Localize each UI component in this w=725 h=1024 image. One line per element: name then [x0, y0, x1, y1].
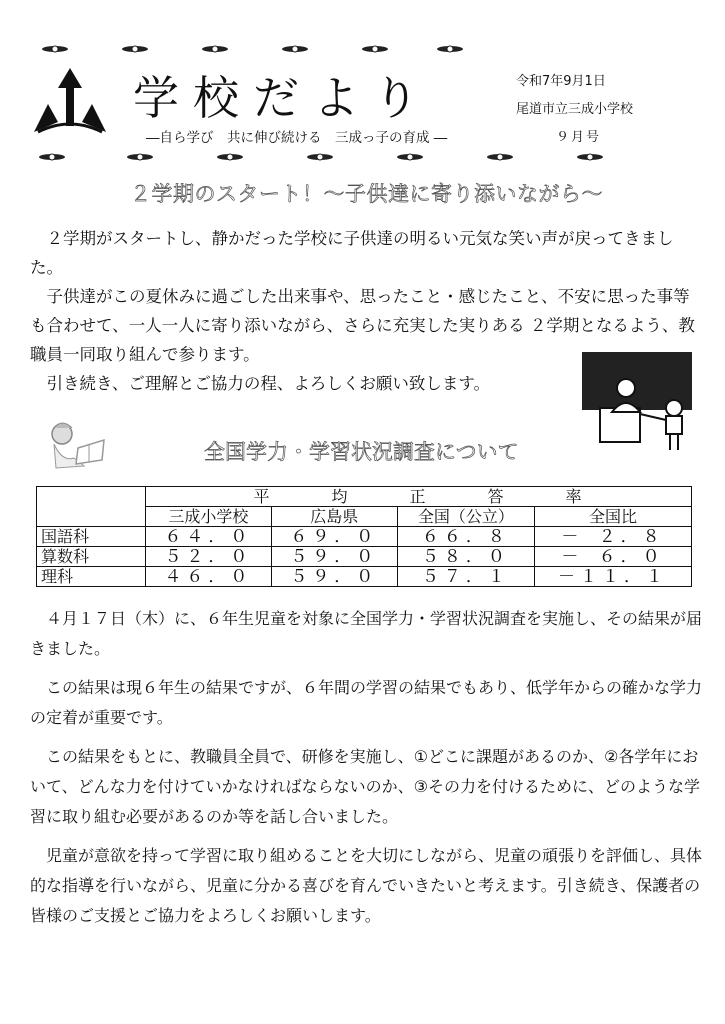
table-cell: ５２．０	[146, 547, 272, 567]
table-cell: ４６．０	[146, 567, 272, 587]
section-body-national-survey	[30, 604, 702, 940]
table-row	[37, 567, 692, 587]
section-heading-term-start: ２学期のスタート！～子供達に寄り添いながら～	[130, 182, 603, 206]
table-cell: ６６．８	[397, 527, 534, 547]
table-cell: ５９．０	[271, 547, 397, 567]
column-header: 全国比	[534, 507, 691, 527]
newsletter-title: 学校だより	[133, 71, 433, 125]
row-subject: 理科	[37, 567, 146, 587]
table-cell: － ６．０	[534, 547, 691, 567]
table-header-row	[37, 487, 692, 507]
bottom-ornament-border	[30, 150, 650, 164]
row-subject: 算数科	[37, 547, 146, 567]
paragraph: 子供達がこの夏休みに過ごした出来事や、思ったこと・感じたこと、不安に思った事等も合わせて、一人一人に寄り添いながら、さらに充実した実りある ２学期となるよう、教職員一同取り組んで参ります。	[30, 287, 695, 364]
row-subject: 国語科	[37, 527, 146, 547]
table-cell: ６９．０	[271, 527, 397, 547]
school-emblem-icon	[30, 66, 110, 140]
table-row	[37, 547, 692, 567]
table-cell: ５９．０	[271, 567, 397, 587]
score-table	[36, 486, 692, 587]
column-header: 広島県	[271, 507, 397, 527]
table-corner-cell	[37, 487, 146, 527]
paragraph: この結果は現６年生の結果ですが、６年間の学習の結果でもあり、低学年からの確かな学力の定着が重要です。	[30, 678, 703, 727]
column-header: 三成小学校	[146, 507, 272, 527]
table-cell: ５８．０	[397, 547, 534, 567]
issue-number: ９月号	[556, 130, 602, 145]
issue-date: 令和7年9月1日	[516, 74, 606, 89]
paragraph: この結果をもとに、教職員全員で、研修を実施し、①どこに課題があるのか、②各学年において、どんな力を付けていかなければならないのか、③その力を付けるために、どのような学習に取り組む必要があるのか等を話し合いました。	[30, 747, 701, 826]
top-ornament-border	[30, 42, 470, 56]
girl-reading-illustration	[44, 418, 110, 474]
table-cell: ５７．１	[397, 567, 534, 587]
table-cell: － ２．８	[534, 527, 691, 547]
teacher-and-student-illustration	[578, 350, 696, 456]
table-group-header: 平均正答率	[146, 487, 692, 507]
paragraph: 児童が意欲を持って学習に取り組めることを大切にしながら、児童の頑張りを評価し、具体的な指導を行いながら、児童に分かる喜びを育んでいきたいと考えます。引き続き、保護者の皆様のご支援とご協力をよろしくお願いします。	[30, 846, 703, 925]
section-heading-national-survey: 全国学力・学習状況調査について	[204, 440, 519, 464]
column-header: 全国（公立）	[397, 507, 534, 527]
table-cell: －１１．１	[534, 567, 691, 587]
table-cell: ６４．０	[146, 527, 272, 547]
paragraph: 引き続き、ご理解とご協力の程、よろしくお願い致します。	[46, 374, 491, 393]
school-motto: ―自ら学び 共に伸び続ける 三成っ子の育成 ―	[146, 130, 448, 146]
paragraph: ２学期がスタートし、静かだった学校に子供達の明るい元気な笑い声が戻ってきました。	[30, 229, 674, 277]
school-name: 尾道市立三成小学校	[516, 102, 634, 117]
table-row	[37, 527, 692, 547]
paragraph: ４月１７日（木）に、６年生児童を対象に全国学力・学習状況調査を実施し、その結果が届きました。	[30, 609, 703, 658]
